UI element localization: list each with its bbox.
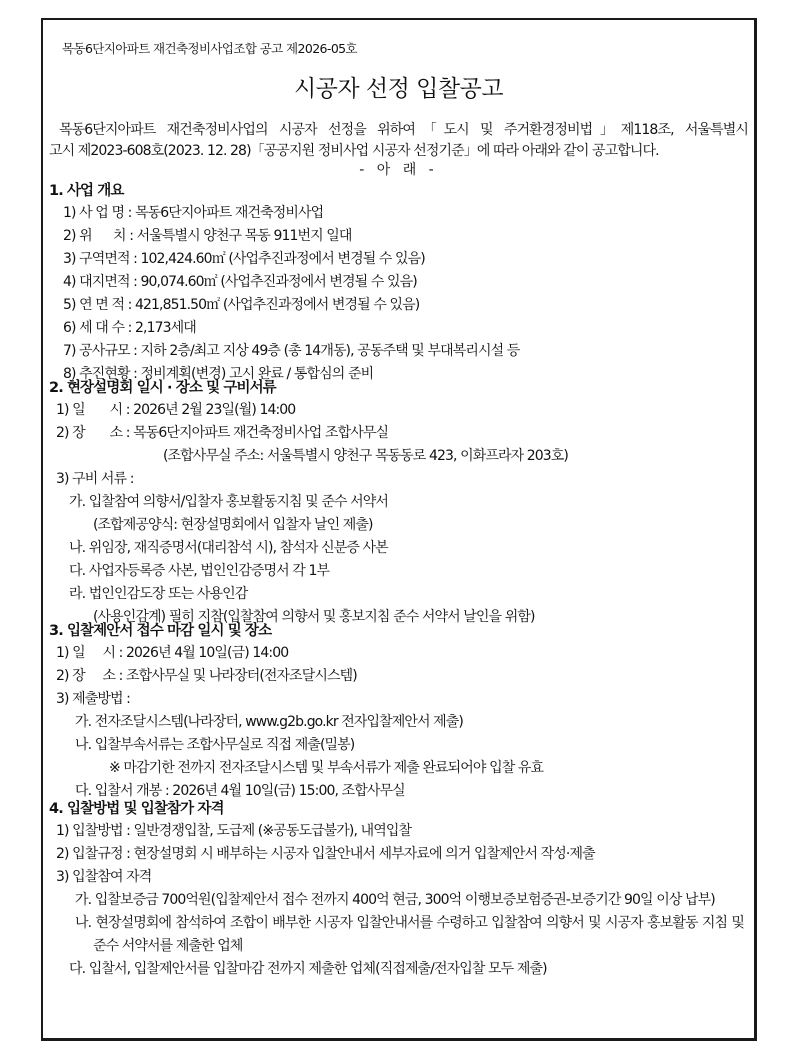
section-bid-submission <box>49 620 748 803</box>
sub-item: 다. 입찰서 개봉 : 2026년 4월 10일(금) 15:00, 조합사무실 <box>75 783 405 799</box>
intro-separator: - 아 래 - <box>359 162 438 178</box>
list-item: 1) 일 시 : 2026년 4월 10일(금) 14:00 <box>56 645 289 661</box>
sub-item-continuation: (조합제공양식: 현장설명회에서 입찰자 날인 제출) <box>93 517 373 533</box>
list-item: 3) 구비 서류 : <box>56 471 134 487</box>
notice-number: 목동6단지아파트 재건축정비사업조합 공고 제2026-05호 <box>62 41 358 56</box>
list-item: 3) 입찰참여 자격 <box>56 869 152 885</box>
section-site-briefing <box>49 377 748 629</box>
section-heading: 2. 현장설명회 일시 · 장소 및 구비서류 <box>49 380 276 396</box>
sub-item-continuation: (사용인감계) 필히 지참(입찰참여 의향서 및 홍보지침 준수 서약서 날인을 위함) <box>93 609 535 625</box>
section-heading: 1. 사업 개요 <box>49 183 124 199</box>
intro-paragraph <box>49 120 748 179</box>
sub-item: 다. 사업자등록증 사본, 법인인감증명서 각 1부 <box>69 563 330 579</box>
list-item-continuation: (조합사무실 주소: 서울특별시 양천구 목동동로 423, 이화프라자 203호) <box>163 448 568 464</box>
list-item: 2) 위 치 : 서울특별시 양천구 목동 911번지 일대 <box>63 228 352 244</box>
list-item: 3) 제출방법 : <box>56 691 130 707</box>
sub-item: 다. 입찰서, 입찰제안서를 입찰마감 전까지 제출한 업체(직접제출/전자입찰 모두 제출) <box>69 961 547 977</box>
sub-item: 가. 입찰참여 의향서/입찰자 홍보활동지침 및 준수 서약서 <box>69 494 389 510</box>
notice-document <box>41 18 757 1041</box>
sub-item: 가. 입찰보증금 700억원(입찰제안서 접수 전까지 400억 현금, 300억 이행보증보험증권-보증기간 90일 이상 납부) <box>75 892 715 908</box>
intro-line-2: 고시 제2023-608호(2023. 12. 28)「공공지원 정비사업 시공자 선정기준」에 따라 아래와 같이 공고합니다. <box>49 143 659 159</box>
sub-item: 나. 위임장, 재직증명서(대리참석 시), 참석자 신분증 사본 <box>69 540 388 556</box>
list-item: 1) 사 업 명 : 목동6단지아파트 재건축정비사업 <box>63 205 324 221</box>
intro-line-1: 목동6단지아파트 재건축정비사업의 시공자 선정을 위하여「도시 및 주거환경정비법」제118조, 서울특별시 <box>59 122 748 138</box>
list-item: 2) 입찰규정 : 현장설명회 시 배부하는 시공자 입찰안내서 세부자료에 의거 입찰제안서 작성·제출 <box>56 846 595 862</box>
list-item: 1) 일 시 : 2026년 2월 23일(월) 14:00 <box>56 402 296 418</box>
sub-item: 나. 입찰부속서류는 조합사무실로 직접 제출(밀봉) <box>75 737 355 753</box>
sub-item: 가. 전자조달시스템(나라장터, www.g2b.go.kr 전자입찰제안서 제출) <box>75 714 463 730</box>
list-item: 6) 세 대 수 : 2,173세대 <box>63 320 196 336</box>
sub-item: 라. 법인인감도장 또는 사용인감 <box>69 586 248 602</box>
section-heading: 4. 입찰방법 및 입찰참가 자격 <box>49 801 224 817</box>
list-item: 7) 공사규모 : 지하 2층/최고 지상 49층 (총 14개동), 공동주택 및 부대복리시설 등 <box>63 343 520 359</box>
document-title: 시공자 선정 입찰공고 <box>293 76 504 102</box>
section-heading: 3. 입찰제안서 접수 마감 일시 및 장소 <box>49 623 272 639</box>
note-item: ※ 마감기한 전까지 전자조달시스템 및 부속서류가 제출 완료되어야 입찰 유효 <box>109 760 544 776</box>
list-item: 2) 장 소 : 목동6단지아파트 재건축정비사업 조합사무실 <box>56 425 389 441</box>
section-project-overview <box>49 180 748 386</box>
list-item: 3) 구역면적 : 102,424.60㎡ (사업추진과정에서 변경될 수 있음) <box>63 251 425 267</box>
sub-item: 나. 현장설명회에 참석하여 조합이 배부한 시공자 입찰안내서를 수령하고 입찰참여 의향서 및 시공자 홍보활동 지침 및 준수 서약서를 제출한 업체 <box>75 915 744 954</box>
section-bid-method-qualification <box>49 798 748 981</box>
list-item: 4) 대지면적 : 90,074.60㎡ (사업추진과정에서 변경될 수 있음) <box>63 274 417 290</box>
list-item: 1) 입찰방법 : 일반경쟁입찰, 도급제 (※공동도급불가), 내역입찰 <box>56 823 412 839</box>
list-item: 5) 연 면 적 : 421,851.50㎡ (사업추진과정에서 변경될 수 있음) <box>63 297 420 313</box>
list-item: 2) 장 소 : 조합사무실 및 나라장터(전자조달시스템) <box>56 668 357 684</box>
list-item: 8) 추진현황 : 정비계획(변경) 고시 완료 / 통합심의 준비 <box>63 366 374 382</box>
